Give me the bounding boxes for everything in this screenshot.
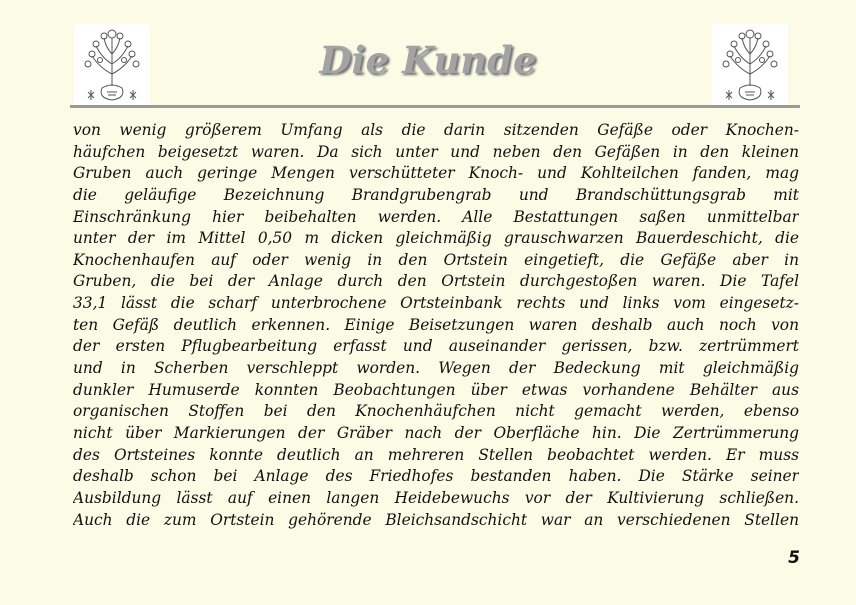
text-line: der ersten Pflugbearbeitung erfasst und auseinander gerissen, bzw. zertrümmert bbox=[73, 337, 799, 356]
text-line: unter der im Mittel 0,50 m dicken gleichmäßig grauschwarzen Bauerdeschicht, die bbox=[73, 229, 799, 248]
text-line: die geläufige Bezeichnung Brandgrubengrab und Brandschüttungsgrab mit bbox=[73, 185, 799, 204]
text-line: Auch die zum Ortstein gehörende Bleichsandschicht war an verschiedenen Stellen bbox=[73, 510, 799, 529]
text-line: Gruben, die bei der Anlage durch den Ortstein durchgestoßen waren. Die Tafel bbox=[73, 272, 799, 291]
tree-of-life-vase-icon bbox=[712, 24, 788, 106]
text-line: nicht über Markierungen der Gräber nach der Oberfläche hin. Die Zertrümmerung bbox=[73, 423, 799, 442]
text-line: organischen Stoffen bei den Knochenhäufchen nicht gemacht werden, ebenso bbox=[73, 402, 799, 421]
text-line: von wenig größerem Umfang als die darin sitzenden Gefäße oder Knochen- bbox=[73, 121, 799, 139]
page-title: Die Kunde bbox=[319, 38, 537, 82]
text-line: 33,1 lässt die scharf unterbrochene Ortsteinbank rechts und links vom eingesetz- bbox=[73, 294, 799, 313]
page-number: 5 bbox=[788, 548, 800, 568]
text-line: Einschränkung hier beibehalten werden. Alle Bestattungen saßen unmittelbar bbox=[73, 207, 799, 226]
text-line: Gruben auch geringe Mengen verschütteter Knoch- und Kohlteilchen fanden, mag bbox=[73, 164, 799, 183]
text-line: ten Gefäß deutlich erkennen. Einige Beisetzungen waren deshalb auch noch von bbox=[73, 315, 799, 334]
text-line: und in Scherben verschleppt worden. Wegen der Bedeckung mit gleichmäßig bbox=[73, 359, 799, 378]
text-line: Ausbildung lässt auf einen langen Heidebewuchs vor der Kultivierung schließen. bbox=[73, 488, 799, 507]
right-logo bbox=[712, 24, 788, 106]
body-paragraph bbox=[73, 120, 799, 531]
text-line: deshalb schon bei Anlage des Friedhofes bestanden haben. Die Stärke seiner bbox=[73, 467, 799, 486]
text-line: des Ortsteines konnte deutlich an mehreren Stellen beobachtet werden. Er muss bbox=[73, 445, 799, 464]
text-line: dunkler Humuserde konnten Beobachtungen über etwas vorhandene Behälter aus bbox=[73, 380, 799, 399]
header-divider bbox=[70, 105, 800, 108]
text-line: häufchen beigesetzt waren. Da sich unter und neben den Gefäßen in den kleinen bbox=[73, 142, 799, 161]
text-line: Knochenhaufen auf oder wenig in den Ortstein eingetieft, die Gefäße aber in bbox=[73, 250, 799, 269]
